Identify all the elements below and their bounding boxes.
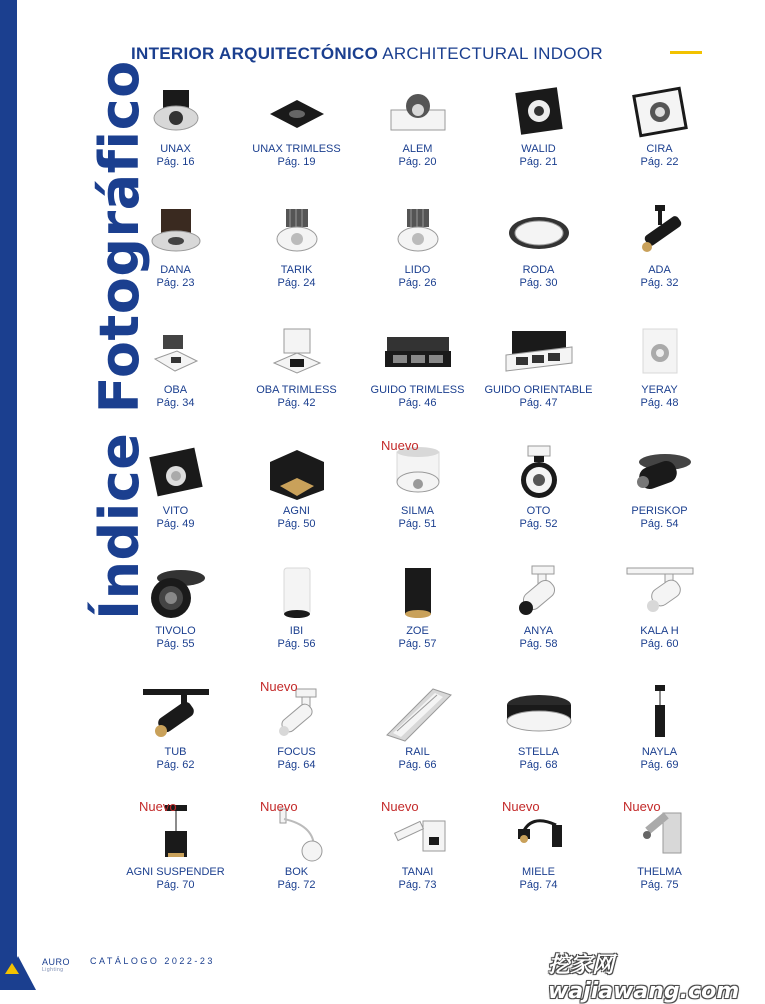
product-card-oba: [115, 323, 236, 410]
product-name: VITO: [162, 504, 189, 517]
product-page-ref: Pág. 70: [156, 879, 195, 891]
vertical-title-text: Índice Fotográfico: [88, 60, 151, 620]
cylinder-downlight-icon: [115, 82, 236, 140]
new-badge: Nuevo: [260, 799, 298, 814]
product-page-ref: Pág. 32: [640, 276, 679, 289]
header-accent-line: [670, 51, 702, 54]
product-name: TARIK: [280, 263, 313, 276]
product-name: AGNI SUSPENDER: [126, 866, 225, 878]
product-card-miele: [478, 799, 599, 892]
product-page-ref: Pág. 57: [398, 638, 437, 650]
product-card-roda: [478, 203, 599, 290]
product-card-oba-trimless: [236, 323, 357, 410]
product-name: YERAY: [641, 384, 678, 396]
new-badge: Nuevo: [260, 678, 298, 694]
product-card-unax-trimless: [236, 82, 357, 169]
rail-profile-icon: [357, 685, 478, 743]
product-page-ref: Pág. 26: [398, 276, 437, 289]
square-recessed-trimless-icon: [236, 323, 357, 381]
product-card-silma: [357, 437, 478, 531]
product-page-ref: Pág. 73: [398, 879, 437, 891]
track-spot-black-icon: [599, 203, 720, 261]
product-page-ref: Pág. 72: [277, 879, 316, 891]
track-white-spot-icon: [599, 564, 720, 622]
product-page-ref: Pág. 20: [398, 156, 437, 168]
product-name: THELMA: [637, 866, 682, 878]
recessed-round-icon: [115, 203, 236, 261]
product-card-nayla: [599, 685, 720, 772]
product-name: MIELE: [521, 866, 555, 878]
header-bold: INTERIOR ARQUITECTÓNICO: [131, 44, 379, 63]
product-card-zoe: [357, 564, 478, 651]
ceiling-disc-icon: [478, 685, 599, 743]
product-name: GUIDO TRIMLESS: [370, 384, 465, 396]
product-name: CIRA: [646, 143, 673, 155]
product-page-ref: Pág. 16: [156, 156, 195, 168]
product-card-vito: [115, 444, 236, 531]
product-card-anya: [478, 564, 599, 651]
product-name: DANA: [160, 263, 191, 276]
round-flat-downlight-icon: [478, 203, 599, 261]
product-name: OTO: [526, 504, 551, 517]
product-page-ref: Pág. 64: [277, 758, 316, 771]
product-name: RAIL: [405, 745, 430, 758]
square-white-downlight-icon: [599, 82, 720, 140]
product-card-stella: [478, 685, 599, 772]
product-name: UNAX TRIMLESS: [252, 143, 341, 155]
product-card-guido-orientable: [478, 323, 599, 410]
new-badge: Nuevo: [381, 437, 419, 453]
product-name: UNAX: [160, 143, 191, 155]
product-name: NAYLA: [641, 745, 678, 758]
product-card-guido-trimless: [357, 323, 478, 410]
multi-head-box-icon: [478, 323, 599, 381]
product-name: RODA: [522, 263, 555, 276]
product-card-ada: [599, 203, 720, 290]
square-black-downlight-icon: [478, 82, 599, 140]
black-tube-icon: [357, 564, 478, 622]
product-page-ref: Pág. 48: [640, 397, 679, 409]
product-name: KALA H: [640, 625, 679, 637]
product-card-tarik: [236, 203, 357, 290]
catalog-label: CATÁLOGO 2022-23: [90, 956, 215, 966]
product-page-ref: Pág. 21: [519, 156, 558, 168]
product-card-yeray: [599, 323, 720, 410]
product-card-tanai: [357, 799, 478, 892]
black-cube-gold-icon: [236, 444, 357, 502]
product-name: ZOE: [406, 625, 429, 637]
product-page-ref: Pág. 42: [277, 397, 316, 409]
brand-tagline: Lighting: [42, 967, 64, 973]
product-name: TUB: [164, 745, 187, 758]
brand-logo: [42, 957, 70, 973]
product-card-alem: [357, 82, 478, 169]
trimless-square-icon: [236, 82, 357, 140]
product-card-focus: [236, 678, 357, 772]
product-page-ref: Pág. 19: [277, 156, 316, 168]
brand-name: AURO: [42, 957, 71, 967]
product-name: SILMA: [400, 504, 434, 517]
pendant-slim-icon: [599, 685, 720, 743]
white-ceiling-spot-icon: [478, 444, 599, 502]
product-card-thelma: [599, 799, 720, 892]
product-page-ref: Pág. 49: [156, 517, 195, 530]
header-light: ARCHITECTURAL INDOOR: [382, 44, 603, 63]
product-card-periskop: [599, 444, 720, 531]
heatsink-downlight-icon: [236, 203, 357, 261]
product-page-ref: Pág. 50: [277, 517, 316, 530]
white-cube-spot-icon: [599, 323, 720, 381]
product-name: ALEM: [402, 143, 433, 155]
product-card-cira: [599, 82, 720, 169]
product-name: ANYA: [523, 625, 554, 637]
new-badge: Nuevo: [381, 799, 419, 814]
new-badge: Nuevo: [139, 799, 177, 814]
product-card-agni: [236, 444, 357, 531]
product-card-dana: [115, 203, 236, 290]
product-name: GUIDO ORIENTABLE: [484, 384, 593, 396]
product-page-ref: Pág. 51: [398, 517, 437, 530]
product-card-walid: [478, 82, 599, 169]
product-page-ref: Pág. 55: [156, 638, 195, 650]
square-recessed-small-icon: [115, 323, 236, 381]
white-arm-spot-icon: [478, 564, 599, 622]
product-name: WALID: [521, 143, 556, 155]
product-page-ref: Pág. 58: [519, 638, 558, 650]
product-name: TIVOLO: [155, 625, 196, 637]
product-page-ref: Pág. 46: [398, 397, 437, 409]
product-page-ref: Pág. 56: [277, 638, 316, 650]
page-number: 6: [9, 946, 14, 955]
new-badge: Nuevo: [502, 799, 540, 814]
black-cube-spot-icon: [115, 444, 236, 502]
periscope-spot-icon: [599, 444, 720, 502]
product-page-ref: Pág. 23: [156, 276, 195, 289]
product-name: PERISKOP: [631, 504, 688, 517]
product-name: FOCUS: [277, 745, 316, 758]
gimbal-rect-icon: [357, 82, 478, 140]
product-card-agni-suspender: [115, 799, 236, 892]
product-page-ref: Pág. 54: [640, 517, 679, 530]
product-name: STELLA: [518, 745, 559, 758]
left-edge-band: [0, 0, 17, 990]
product-card-kala-h: [599, 564, 720, 651]
white-tube-icon: [236, 564, 357, 622]
product-name: OBA: [163, 384, 188, 396]
product-page-ref: Pág. 24: [277, 276, 316, 289]
product-page-ref: Pág. 34: [156, 397, 195, 409]
product-card-tivolo: [115, 564, 236, 651]
product-card-rail: [357, 685, 478, 772]
product-card-lido: [357, 203, 478, 290]
product-page-ref: Pág. 30: [519, 276, 558, 289]
product-name: LIDO: [404, 263, 431, 276]
track-black-spot-icon: [115, 685, 236, 743]
new-badge: Nuevo: [623, 799, 661, 814]
heatsink-downlight-icon: [357, 203, 478, 261]
product-page-ref: Pág. 74: [519, 879, 558, 891]
product-page-ref: Pág. 22: [640, 156, 679, 168]
product-card-tub: [115, 685, 236, 772]
product-name: OBA TRIMLESS: [256, 384, 337, 396]
product-page-ref: Pág. 69: [640, 758, 679, 771]
product-card-ibi: [236, 564, 357, 651]
product-page-ref: Pág. 68: [519, 758, 558, 771]
product-card-unax: [115, 82, 236, 169]
product-page-ref: Pág. 66: [398, 758, 437, 771]
product-page-ref: Pág. 62: [156, 758, 195, 771]
product-page-ref: Pág. 47: [519, 397, 558, 409]
product-name: BOK: [284, 866, 309, 878]
product-name: TANAI: [401, 866, 434, 878]
product-name: IBI: [289, 625, 304, 637]
product-name: AGNI: [283, 504, 310, 517]
multi-head-linear-icon: [357, 323, 478, 381]
section-header: [131, 44, 603, 64]
product-card-oto: [478, 444, 599, 531]
product-card-bok: [236, 799, 357, 892]
brand-triangle-accent-icon: [5, 963, 19, 974]
watermark: 挖家网 wajiawang.com: [548, 953, 740, 1004]
product-page-ref: Pág. 52: [519, 517, 558, 530]
product-name: ADA: [648, 263, 671, 276]
product-page-ref: Pág. 60: [640, 638, 679, 650]
product-page-ref: Pág. 75: [640, 879, 679, 891]
tilt-black-downlight-icon: [115, 564, 236, 622]
vertical-title: [30, 40, 151, 620]
